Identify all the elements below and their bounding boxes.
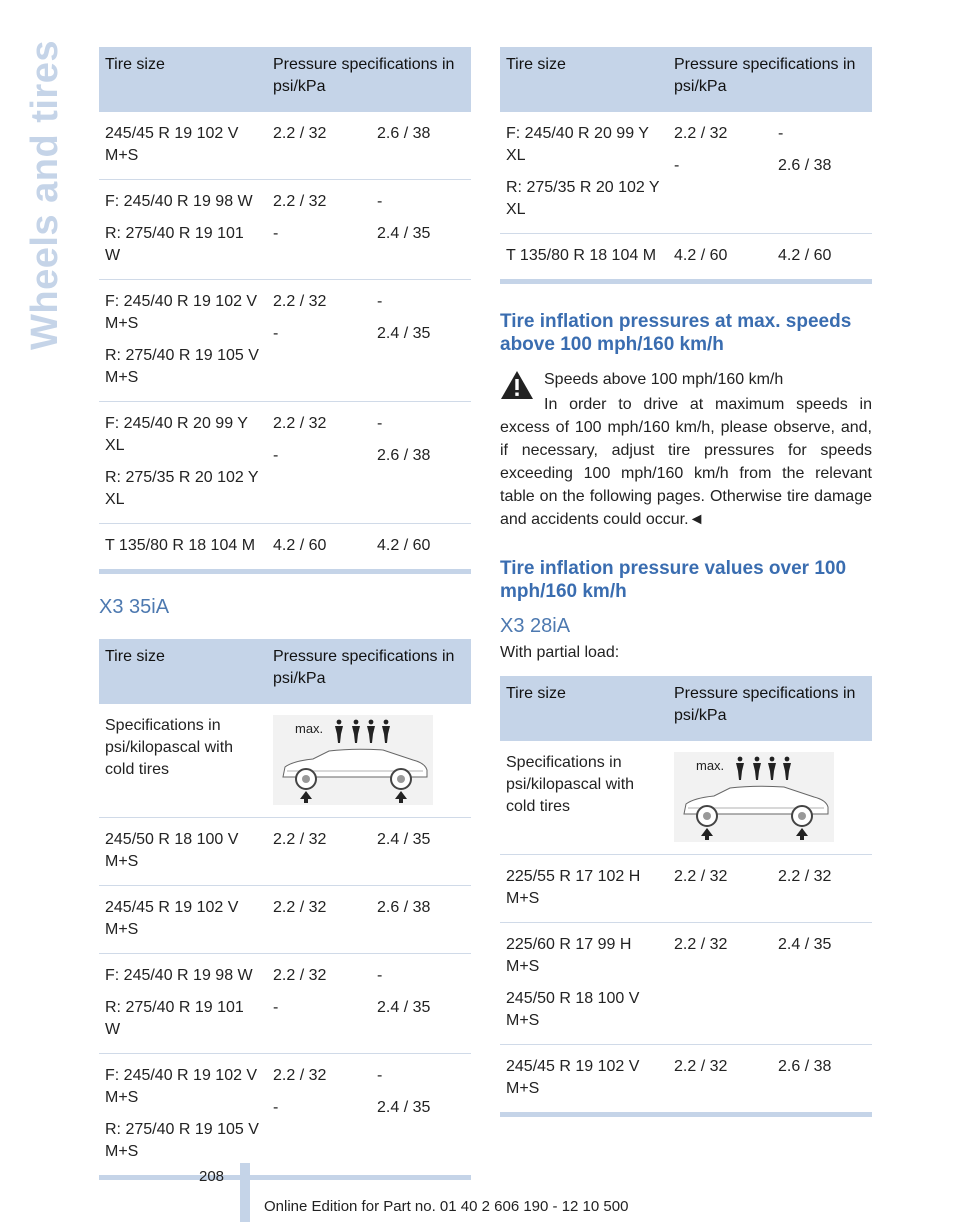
cell-line: 4.2 / 60 — [377, 537, 431, 554]
partial-load-note: With partial load: — [500, 644, 620, 661]
pressure-cell-1 — [267, 112, 371, 180]
car-icon — [674, 752, 834, 842]
cell-line: 2.6 / 38 — [377, 899, 431, 916]
pressure-cell-1 — [267, 818, 371, 886]
max-load-label: max. — [295, 721, 324, 736]
pressure-cell-1 — [668, 923, 772, 1045]
pressure-table — [500, 676, 872, 1117]
cell-line: - — [273, 1099, 279, 1116]
table-row — [500, 1045, 872, 1115]
car-icon — [273, 715, 433, 805]
cell-line: 2.4 / 35 — [377, 325, 431, 342]
cell-line: R: 275/35 R 20 102 Y XL — [105, 469, 259, 508]
pressure-cell-2 — [371, 112, 471, 180]
pressure-cell-1 — [668, 1045, 772, 1115]
pressure-cell-2 — [371, 524, 471, 572]
tire-size-cell — [500, 1045, 668, 1115]
left-column — [99, 47, 471, 1180]
cell-line: 2.4 / 35 — [377, 831, 431, 848]
table-row — [99, 180, 471, 280]
cell-line: F: 245/40 R 19 102 V M+S — [105, 293, 258, 332]
cell-line: 2.6 / 38 — [778, 157, 832, 174]
tire-size-cell — [99, 280, 267, 402]
section-heading-max-speeds: Tire inflation pressures at max. speeds above 100 mph/160 km/h — [500, 311, 852, 355]
max-load-label: max. — [696, 758, 725, 773]
tire-size-cell — [500, 923, 668, 1045]
cell-line: T 135/80 R 18 104 M — [105, 537, 256, 554]
tire-size-cell — [99, 954, 267, 1054]
pressure-cell-2 — [772, 855, 872, 923]
tire-size-cell — [500, 855, 668, 923]
cell-line: 2.2 / 32 — [273, 831, 327, 848]
model-heading-35ia: X3 35iA — [99, 596, 170, 618]
person-icon — [736, 757, 744, 780]
table-row — [500, 855, 872, 923]
cell-line: F: 245/40 R 19 98 W — [105, 967, 253, 984]
cell-line: F: 245/40 R 20 99 Y XL — [506, 125, 649, 164]
cell-line: F: 245/40 R 19 102 V M+S — [105, 1067, 258, 1106]
cell-line: - — [377, 1067, 383, 1084]
cell-line: 2.6 / 38 — [377, 447, 431, 464]
header-pressure: Pressure specifications in psi/kPa — [267, 47, 471, 112]
section-heading-values-over: Tire inflation pressure values over 100 mph/160 km/h — [500, 558, 847, 602]
pressure-cell-2 — [371, 1054, 471, 1178]
car-load-illustration — [674, 752, 834, 842]
tire-size-cell — [99, 1054, 267, 1178]
pressure-cell-2 — [371, 818, 471, 886]
tire-size-cell — [99, 112, 267, 180]
cell-line: 2.6 / 38 — [377, 125, 431, 142]
tire-size-cell — [500, 112, 668, 234]
cell-line: - — [377, 193, 383, 210]
cell-line: 2.4 / 35 — [377, 225, 431, 242]
cell-line: 2.2 / 32 — [778, 868, 832, 885]
cell-line: - — [377, 293, 383, 310]
table-header-row — [500, 676, 872, 741]
pressure-cell-2 — [772, 234, 872, 282]
cell-line: 4.2 / 60 — [778, 247, 832, 264]
cell-line: 2.2 / 32 — [674, 936, 728, 953]
person-icon — [382, 720, 390, 743]
cell-line: R: 275/40 R 19 101 W — [105, 999, 244, 1038]
person-icon — [768, 757, 776, 780]
table-row — [99, 1054, 471, 1178]
cell-line: 2.2 / 32 — [674, 1058, 728, 1075]
tire-size-cell — [99, 524, 267, 572]
header-tire-size: Tire size — [500, 676, 668, 741]
warning-block — [500, 368, 872, 531]
cell-line: 2.2 / 32 — [273, 967, 327, 984]
cell-line: 225/55 R 17 102 H M+S — [506, 868, 641, 907]
tire-size-cell — [99, 818, 267, 886]
table-row — [99, 280, 471, 402]
pressure-cell-1 — [668, 855, 772, 923]
tire-size-cell — [99, 402, 267, 524]
online-edition-text: Online Edition for Part no. 01 40 2 606 190 - 12 10 500 — [264, 1198, 629, 1215]
cell-line: 245/45 R 19 102 V M+S — [105, 899, 239, 938]
cell-line: 2.2 / 32 — [273, 125, 327, 142]
tire-size-cell — [500, 234, 668, 282]
warning-title: Speeds above 100 mph/160 km/h — [544, 371, 784, 388]
car-load-illustration — [273, 715, 433, 805]
cell-line: 225/60 R 17 99 H M+S — [506, 936, 632, 975]
pressure-cell-2 — [371, 280, 471, 402]
header-tire-size: Tire size — [500, 47, 668, 112]
pressure-cell-2 — [772, 112, 872, 234]
cell-line: - — [273, 999, 279, 1016]
spec-illustration-cell — [267, 704, 471, 818]
spec-row — [99, 704, 471, 818]
car-body-icon — [283, 749, 427, 803]
table-header-row — [500, 47, 872, 112]
table-row — [500, 234, 872, 282]
cell-line: - — [273, 225, 279, 242]
cell-line: 245/50 R 18 100 V M+S — [105, 831, 239, 870]
cell-line: R: 275/40 R 19 105 V M+S — [105, 347, 259, 386]
cell-line: 2.2 / 32 — [674, 125, 728, 142]
car-body-icon — [684, 786, 828, 840]
pressure-cell-1 — [267, 886, 371, 954]
cell-line: - — [273, 447, 279, 464]
person-icon — [352, 720, 360, 743]
pressure-table — [500, 47, 872, 284]
person-icon — [783, 757, 791, 780]
table-row — [500, 923, 872, 1045]
person-icon — [367, 720, 375, 743]
cell-line: - — [377, 967, 383, 984]
cell-line: 2.4 / 35 — [778, 936, 832, 953]
pressure-table — [99, 639, 471, 1180]
cell-line: F: 245/40 R 20 99 Y XL — [105, 415, 248, 454]
pressure-cell-2 — [772, 923, 872, 1045]
pressure-cell-1 — [267, 524, 371, 572]
model-heading-28ia: X3 28iA — [500, 615, 571, 637]
spec-illustration-cell — [668, 741, 872, 855]
table-row — [99, 524, 471, 572]
pressure-cell-1 — [267, 1054, 371, 1178]
pressure-cell-2 — [772, 1045, 872, 1115]
cell-line: 245/50 R 18 100 V M+S — [506, 990, 640, 1029]
pressure-cell-2 — [371, 402, 471, 524]
pressure-table — [99, 47, 471, 574]
cell-line: - — [273, 325, 279, 342]
pressure-cell-1 — [267, 180, 371, 280]
table-row — [99, 886, 471, 954]
header-tire-size: Tire size — [99, 47, 267, 112]
warning-triangle-icon — [500, 370, 534, 400]
person-icon — [335, 720, 343, 743]
cell-line: R: 275/35 R 20 102 Y XL — [506, 179, 660, 218]
cell-line: - — [674, 157, 680, 174]
cell-line: 2.2 / 32 — [273, 293, 327, 310]
pressure-cell-1 — [267, 280, 371, 402]
table-row — [500, 112, 872, 234]
header-pressure: Pressure specifications in psi/kPa — [668, 676, 872, 741]
right-column — [500, 47, 872, 1117]
cell-line: F: 245/40 R 19 98 W — [105, 193, 253, 210]
tire-size-cell — [99, 886, 267, 954]
pressure-cell-1 — [668, 112, 772, 234]
pressure-cell-1 — [668, 234, 772, 282]
cell-line: - — [377, 415, 383, 432]
header-pressure: Pressure specifications in psi/kPa — [668, 47, 872, 112]
table-row — [99, 402, 471, 524]
table-row — [99, 112, 471, 180]
cell-line: R: 275/40 R 19 101 W — [105, 225, 244, 264]
table-row — [99, 954, 471, 1054]
spec-row — [500, 741, 872, 855]
spec-note: Specifications in psi/kilopascal with cold tires — [99, 704, 267, 818]
spec-note: Specifications in psi/kilopascal with cold tires — [500, 741, 668, 855]
pressure-cell-1 — [267, 402, 371, 524]
footer-bar — [240, 1163, 250, 1222]
cell-line: 2.4 / 35 — [377, 1099, 431, 1116]
pressure-cell-2 — [371, 954, 471, 1054]
cell-line: 245/45 R 19 102 V M+S — [506, 1058, 640, 1097]
table-header-row — [99, 639, 471, 704]
cell-line: 2.2 / 32 — [674, 868, 728, 885]
cell-line: 4.2 / 60 — [674, 247, 728, 264]
cell-line: 245/45 R 19 102 V M+S — [105, 125, 239, 164]
cell-line: 2.2 / 32 — [273, 899, 327, 916]
page-number: 208 — [199, 1168, 225, 1185]
cell-line: - — [778, 125, 784, 142]
cell-line: 2.4 / 35 — [377, 999, 431, 1016]
pressure-cell-2 — [371, 886, 471, 954]
side-section-title: Wheels and tires — [24, 40, 66, 350]
header-pressure: Pressure specifications in psi/kPa — [267, 639, 471, 704]
cell-line: 2.2 / 32 — [273, 193, 327, 210]
cell-line: 2.2 / 32 — [273, 415, 327, 432]
cell-line: R: 275/40 R 19 105 V M+S — [105, 1121, 259, 1160]
warning-text: In order to drive at maximum speeds in excess of 100 mph/160 km/h, please observe, and, if necessary, adjust tire pressures for speeds exceeding 100 mph/160 km/h from the relevant table on the following pages. Otherwise tire damage and accidents could occur.◄ — [500, 396, 872, 528]
table-header-row — [99, 47, 471, 112]
tire-size-cell — [99, 180, 267, 280]
person-icon — [753, 757, 761, 780]
header-tire-size: Tire size — [99, 639, 267, 704]
pressure-cell-2 — [371, 180, 471, 280]
cell-line: 2.2 / 32 — [273, 1067, 327, 1084]
cell-line: 2.6 / 38 — [778, 1058, 832, 1075]
cell-line: 4.2 / 60 — [273, 537, 327, 554]
pressure-cell-1 — [267, 954, 371, 1054]
table-row — [99, 818, 471, 886]
cell-line: T 135/80 R 18 104 M — [506, 247, 657, 264]
